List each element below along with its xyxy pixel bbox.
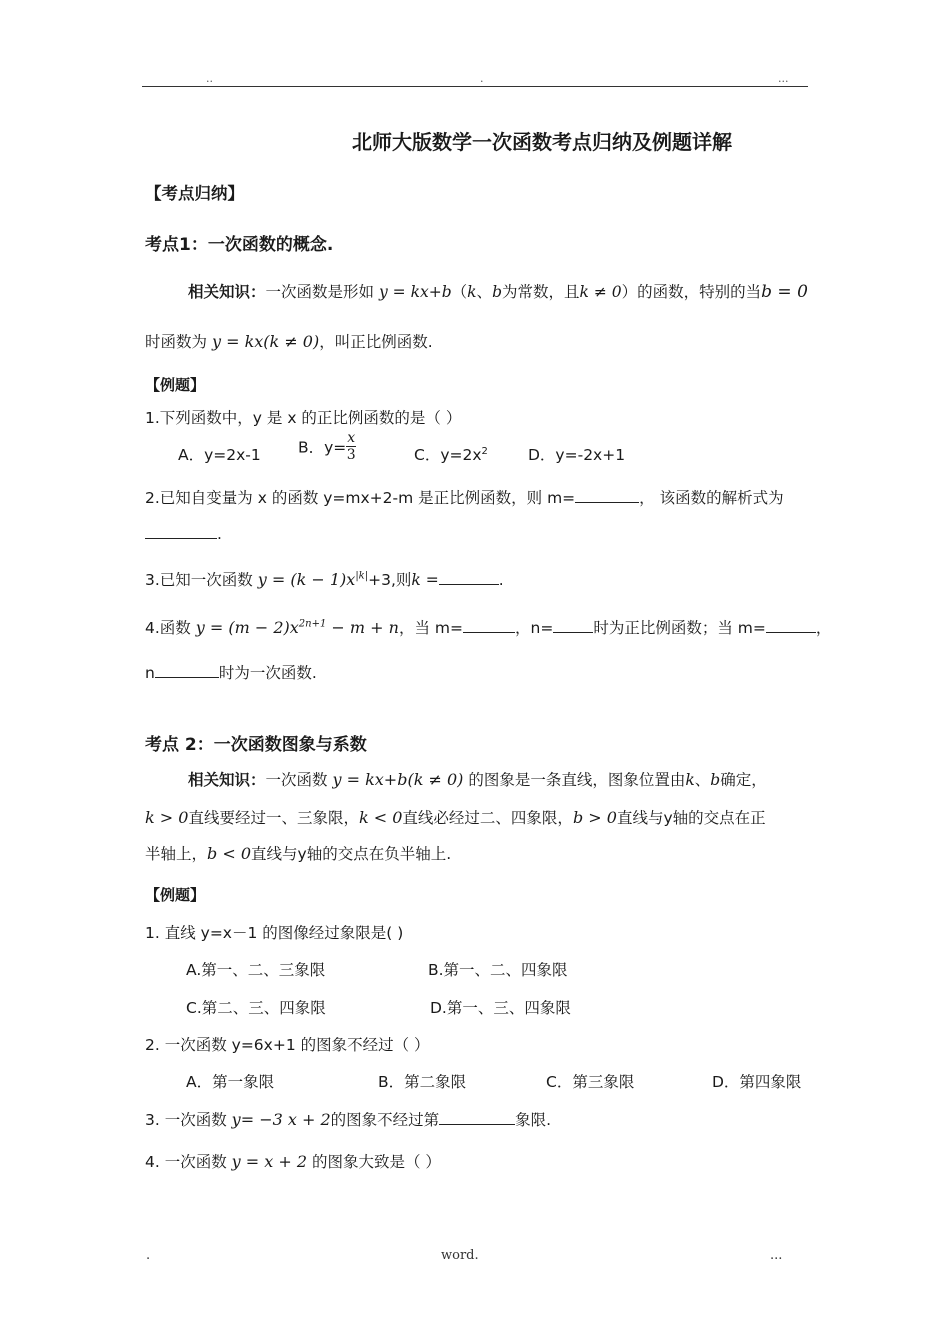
kp1-q4-text: 时为一次函数. — [218, 664, 317, 682]
footer-dots-right: ... — [770, 1248, 783, 1263]
kp1-q3-text: 3.已知一次函数 — [145, 571, 253, 589]
kp2-knowledge-line3 — [145, 842, 451, 864]
answer-blank[interactable] — [553, 618, 593, 633]
kp1-knowledge-label: 相关知识： — [188, 283, 266, 301]
kp2-knowledge-line1 — [188, 768, 767, 790]
formula: b > 0 — [572, 808, 617, 827]
formula: b — [492, 283, 502, 301]
formula: $y = (m - 2)x^{2n+1} - m + n$ — [195, 618, 399, 637]
kp2-knowledge-line2 — [145, 806, 766, 828]
formula: y = kx+b(k ≠ 0) — [332, 770, 464, 789]
kp1-q1: 1.下列函数中，y 是 x 的正比例函数的是（ ） — [145, 409, 462, 427]
kp1-knowledge-line1 — [188, 280, 808, 302]
kp1-q3-text: +3,则 — [368, 571, 412, 589]
kp2-q2-option-b: B．第二象限 — [378, 1073, 467, 1091]
kp2-q3-text: 象限. — [515, 1111, 552, 1129]
kp1-examples-label: 【例题】 — [145, 376, 206, 394]
formula: k ≠ 0 — [579, 283, 622, 301]
kp2-q2: 2. 一次函数 y=6x+1 的图象不经过（ ） — [145, 1036, 430, 1054]
footer-word: word. — [441, 1248, 479, 1263]
kp1-q4-line2 — [145, 661, 317, 683]
kp2-q3 — [145, 1108, 551, 1130]
formula: y = kx+b — [378, 283, 452, 301]
formula: y = x + 2 — [231, 1152, 308, 1171]
formula: b — [710, 771, 721, 789]
kp1-q4-text: ， — [815, 619, 832, 637]
answer-blank[interactable] — [439, 1110, 515, 1125]
kp2-text: 、 — [694, 771, 711, 789]
kp2-examples-label: 【例题】 — [145, 886, 206, 904]
answer-blank[interactable] — [439, 570, 499, 585]
fraction-x-over-3: $\frac{x}{3}$ — [346, 430, 356, 463]
formula: k > 0 — [145, 808, 189, 827]
formula: b < 0 — [207, 844, 252, 863]
kp2-q2-option-d: D．第四象限 — [712, 1073, 802, 1091]
kp2-knowledge-label: 相关知识： — [188, 771, 266, 789]
kp1-text: 时函数为 — [145, 333, 208, 351]
formula: k — [685, 771, 695, 789]
option-text: B．y= — [298, 438, 347, 457]
kp1-knowledge-line2 — [145, 330, 433, 352]
kp2-q4 — [145, 1150, 441, 1172]
kp1-text: （ — [451, 283, 468, 301]
kp2-text: 直线要经过一、三象限， — [188, 809, 359, 827]
kp1-q2-text: ， 该函数的解析式为 — [639, 489, 784, 507]
kp1-q4-text: n — [145, 664, 155, 682]
kp1-text: 为常数，且 — [502, 283, 580, 301]
kp1-q1-option-a: A．y=2x-1 — [178, 446, 261, 464]
option-text: C．y=2x — [414, 446, 482, 464]
kp2-q1-option-b: B.第一、二、四象限 — [428, 961, 568, 979]
kp1-q4-text: 时为正比例函数；当 m= — [593, 619, 766, 637]
kp2-text: 的图象是一条直线，图象位置由 — [468, 771, 686, 789]
formula: k — [467, 283, 477, 301]
formula: k = — [411, 571, 439, 589]
kp2-text: 直线必经过二、四象限， — [402, 809, 573, 827]
exponent: 2 — [481, 445, 488, 457]
kp1-q3-text: . — [498, 571, 504, 589]
header-dots-right: ... — [778, 72, 789, 85]
kp1-q1-option-c — [414, 443, 488, 465]
kp2-q1-option-d: D.第一、三、四象限 — [430, 999, 571, 1017]
header-dot-center: . — [480, 72, 484, 85]
kp2-q3-text: 的图象不经过第 — [330, 1111, 440, 1129]
answer-blank[interactable] — [145, 524, 217, 539]
kp1-q4-text: 4.函数 — [145, 619, 191, 637]
kp2-q1-option-a: A.第一、二、三象限 — [186, 961, 326, 979]
kp1-text: 一次函数是形如 — [265, 283, 375, 301]
kp1-q4-text: ，n= — [515, 619, 554, 637]
kp2-q4-text: 的图象大致是（ ） — [312, 1153, 441, 1171]
kp1-text: 、 — [476, 283, 493, 301]
kp1-text: ）的函数，特别的当 — [621, 283, 762, 301]
kp2-q1: 1. 直线 y=x－1 的图像经过象限是( ) — [145, 924, 404, 942]
kp1-q2-text: 2.已知自变量为 x 的函数 y=mx+2-m 是正比例函数，则 m= — [145, 489, 576, 507]
kp1-q1-option-b — [298, 430, 356, 463]
kp2-text: 一次函数 — [265, 771, 328, 789]
formula: $y = (k - 1)x^{|k|}$ — [257, 570, 369, 589]
answer-blank[interactable] — [155, 663, 219, 678]
kp1-heading: 考点1：一次函数的概念. — [145, 235, 334, 255]
kp1-q1-option-d: D．y=-2x+1 — [528, 446, 626, 464]
page-title: 北师大版数学一次函数考点归纳及例题详解 — [352, 130, 732, 154]
kp2-q1-option-c: C.第二、三、四象限 — [186, 999, 326, 1017]
kp1-q4-line1 — [145, 616, 831, 638]
formula: y = kx(k ≠ 0) — [211, 332, 320, 351]
section-label: 【考点归纳】 — [145, 184, 244, 203]
answer-blank[interactable] — [463, 618, 515, 633]
answer-blank[interactable] — [766, 618, 816, 633]
footer-dot-left: . — [146, 1248, 151, 1263]
kp2-q3-text: 3. 一次函数 — [145, 1111, 227, 1129]
formula: k < 0 — [358, 808, 403, 827]
header-rule — [142, 86, 808, 87]
kp2-text: 确定， — [720, 771, 767, 789]
header-dots-left: .. — [206, 72, 213, 85]
kp1-q4-text: ，当 m= — [398, 619, 463, 637]
kp1-q2-line1 — [145, 486, 784, 508]
kp1-q2-line2 — [145, 524, 222, 543]
kp2-heading: 考点 2：一次函数图象与系数 — [145, 735, 367, 755]
kp2-text: 直线与y轴的交点在正 — [616, 809, 766, 827]
kp1-text: ，叫正比例函数. — [319, 333, 433, 351]
kp1-q2-text: . — [217, 525, 222, 543]
kp1-q3 — [145, 568, 504, 590]
kp2-q2-option-a: A．第一象限 — [186, 1073, 275, 1091]
formula: b = 0 — [761, 282, 808, 302]
formula: y= −3 x + 2 — [231, 1110, 331, 1129]
kp2-q2-option-c: C．第三象限 — [546, 1073, 635, 1091]
kp2-text: 直线与y轴的交点在负半轴上. — [251, 845, 452, 863]
kp2-text: 半轴上， — [145, 845, 208, 863]
answer-blank[interactable] — [575, 488, 639, 503]
kp2-q4-text: 4. 一次函数 — [145, 1153, 227, 1171]
